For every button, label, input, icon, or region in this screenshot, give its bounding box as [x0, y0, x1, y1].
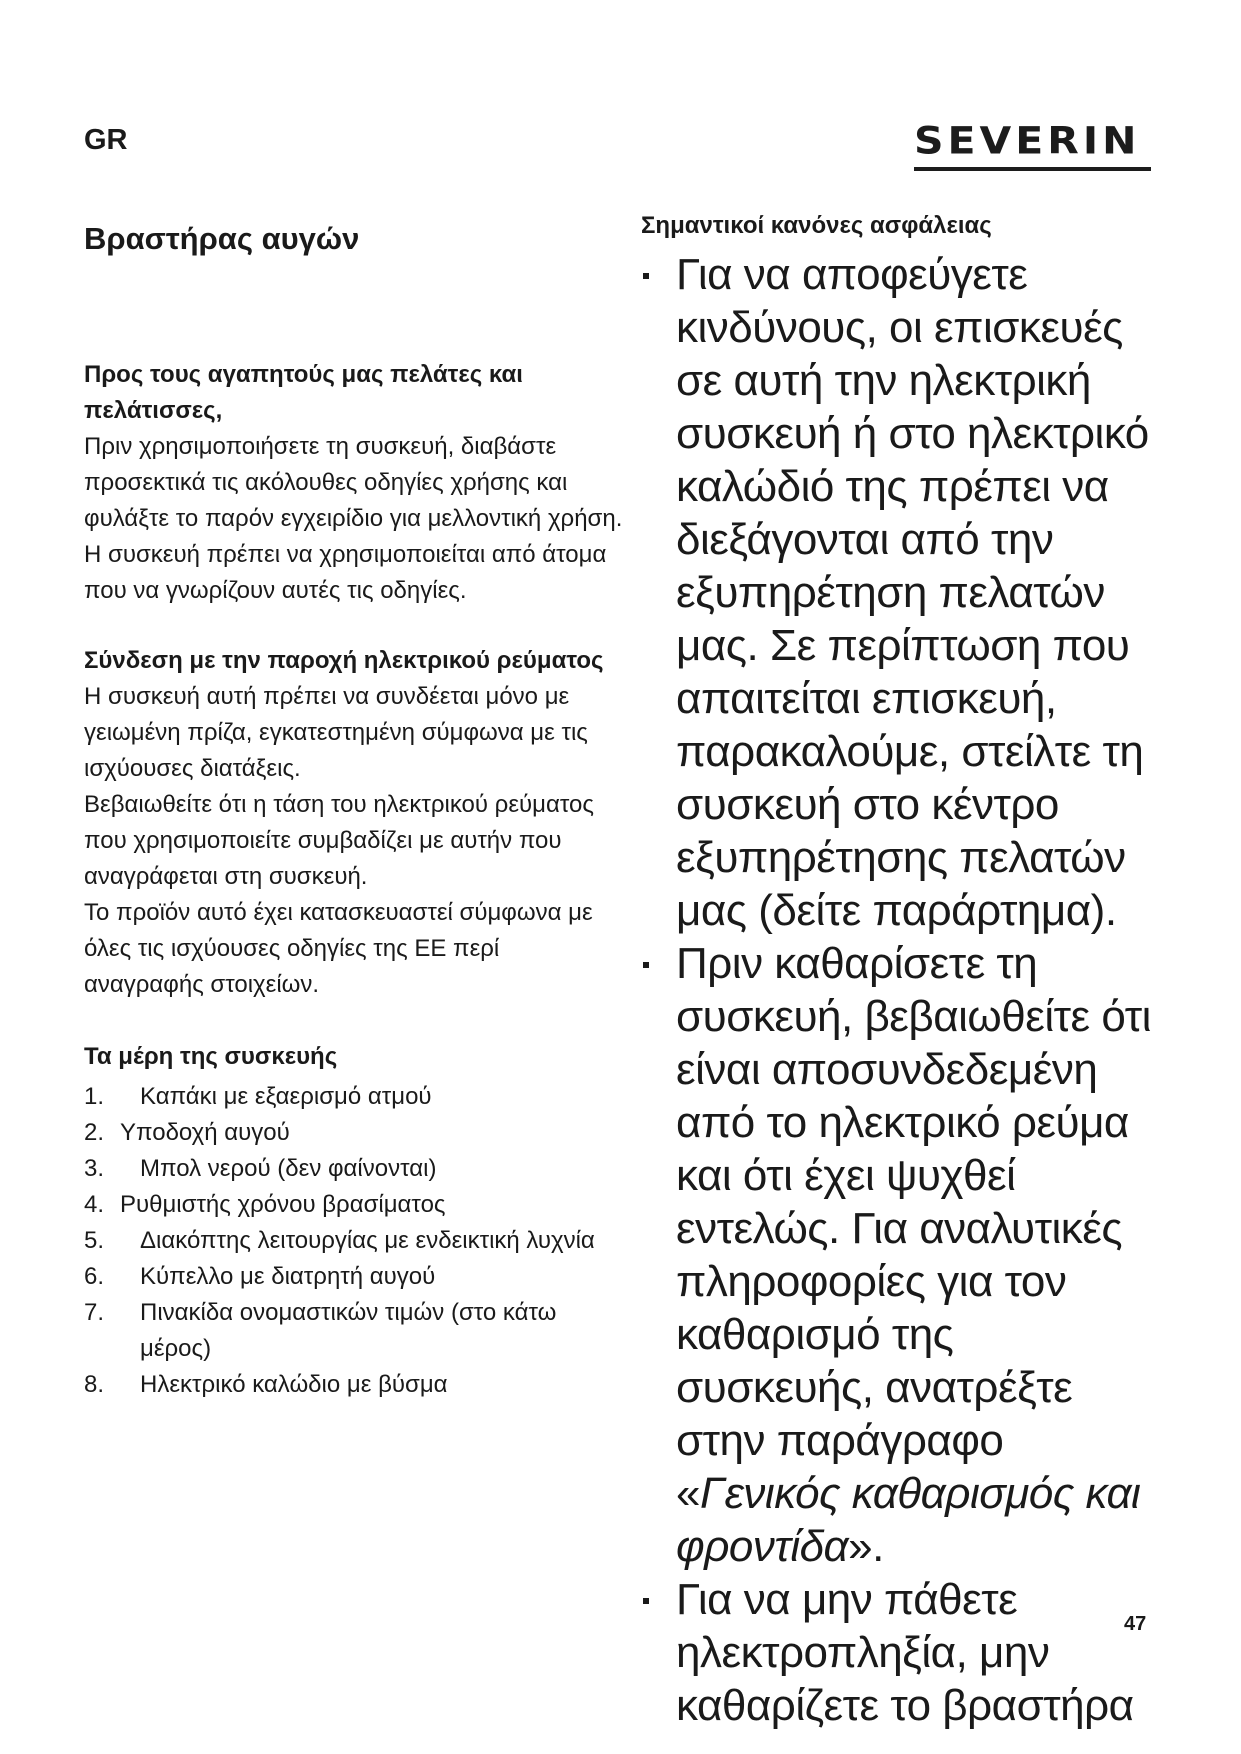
item-text: Καπάκι με εξαερισμό ατμού [140, 1083, 432, 1111]
bullet-icon [643, 962, 649, 968]
language-code: GR [84, 124, 128, 156]
brand-name: SEVERIN [914, 118, 1141, 163]
item-number: 7. [84, 1299, 105, 1327]
left-column [84, 200, 624, 1403]
safety-rules-list [641, 248, 1161, 1732]
list-item [84, 1367, 624, 1403]
section-heading: Τα μέρη της συσκευής [84, 1043, 338, 1071]
item-text: Κύπελλο με διατρητή αυγού [140, 1263, 436, 1291]
section-body: Η συσκευή αυτή πρέπει να συνδέεται μόνο με γειωμένη πρίζα, εγκατεστημένη σύμφωνα με τις ισχύουσες διατάξεις. [84, 683, 588, 783]
section-body: Βεβαιωθείτε ότι η τάση του ηλεκτρικού ρεύματος που χρησιμοποιείτε συμβαδίζει με αυτήν που αναγράφεται στη συσκευή. [84, 791, 594, 891]
bullet-icon [643, 273, 649, 279]
item-text: Υποδοχή αυγού [120, 1119, 290, 1147]
section-intro [84, 357, 624, 609]
severin-logo [914, 118, 1154, 171]
list-item [84, 1295, 624, 1367]
item-number: 4. [84, 1191, 105, 1219]
section-power-supply [84, 643, 624, 1003]
list-item [84, 1151, 624, 1187]
section-parts [84, 1039, 624, 1403]
safety-rule [641, 1573, 1161, 1732]
parts-list [84, 1079, 624, 1403]
item-text: Διακόπτης λειτουργίας με ενδεικτική λυχνία [140, 1227, 595, 1255]
item-text: Μπολ νερού (δεν φαίνονται) [140, 1155, 437, 1183]
item-number: 8. [84, 1371, 105, 1399]
logo-underline [914, 167, 1151, 171]
list-item [84, 1187, 624, 1223]
item-number: 3. [84, 1155, 105, 1183]
safety-rule [641, 248, 1161, 937]
section-body: Το προϊόν αυτό έχει κατασκευαστεί σύμφωνα με όλες τις ισχύουσες οδηγίες της ΕΕ περί αναγραφής στοιχείων. [84, 899, 593, 999]
list-item [84, 1223, 624, 1259]
bullet-icon [643, 1598, 649, 1604]
rule-text: Για να αποφεύγετε κινδύνους, οι επισκευές σε αυτή την ηλεκτρική συσκευή ή στο ηλεκτρικό καλώδιό της πρέπει να διεξάγονται από την εξυπηρέτηση πελατών μας. Σε περίπτωση που απαιτείται επισκευή, παρακαλούμε, στείλτε τη συσκευή στο κέντρο εξυπηρέτησης πελατών μας (δείτε παράρτημα). [676, 250, 1149, 935]
rule-text-end: ». [848, 1522, 884, 1571]
document-title: Βραστήρας αυγών [84, 221, 360, 256]
rule-text: Για να μην πάθετε ηλεκτροπληξία, μην καθαρίζετε το βραστήρα [676, 1575, 1134, 1730]
safety-rule [641, 937, 1161, 1573]
item-text: Πινακίδα ονομαστικών τιμών (στο κάτω μέρος) [140, 1299, 557, 1363]
safety-rules-heading: Σημαντικοί κανόνες ασφάλειας [641, 212, 992, 239]
cross-reference: Γενικός καθαρισμός και φροντίδα [676, 1469, 1141, 1571]
item-number: 6. [84, 1263, 105, 1291]
section-heading: Προς τους αγαπητούς μας πελάτες και πελάτισσες, [84, 361, 523, 425]
list-item [84, 1259, 624, 1295]
item-text: Ηλεκτρικό καλώδιο με βύσμα [140, 1371, 448, 1399]
section-heading: Σύνδεση με την παροχή ηλεκτρικού ρεύματος [84, 647, 604, 675]
section-body: Πριν χρησιμοποιήσετε τη συσκευή, διαβάστε προσεκτικά τις ακόλουθες οδηγίες χρήσης και φυλάξτε το παρόν εγχειρίδιο για μελλοντική χρήση. Η συσκευή πρέπει να χρησιμοποιείται από άτομα που να γνωρίζουν αυτές τις οδηγίες. [84, 433, 623, 605]
item-text: Ρυθμιστής χρόνου βρασίματος [120, 1191, 446, 1219]
list-item [84, 1079, 624, 1115]
page-number: 47 [1124, 1613, 1147, 1635]
rule-text: Πριν καθαρίσετε τη συσκευή, βεβαιωθείτε ότι είναι αποσυνδεδεμένη από το ηλεκτρικό ρεύμα και ότι έχει ψυχθεί εντελώς. Για αναλυτικές πληροφορίες για τον καθαρισμό της συσκευής, ανατρέξτε στην παράγραφο « [676, 939, 1151, 1518]
item-number: 1. [84, 1083, 105, 1111]
right-column [641, 208, 1161, 1732]
item-number: 2. [84, 1119, 105, 1147]
list-item [84, 1115, 624, 1151]
item-number: 5. [84, 1227, 105, 1255]
